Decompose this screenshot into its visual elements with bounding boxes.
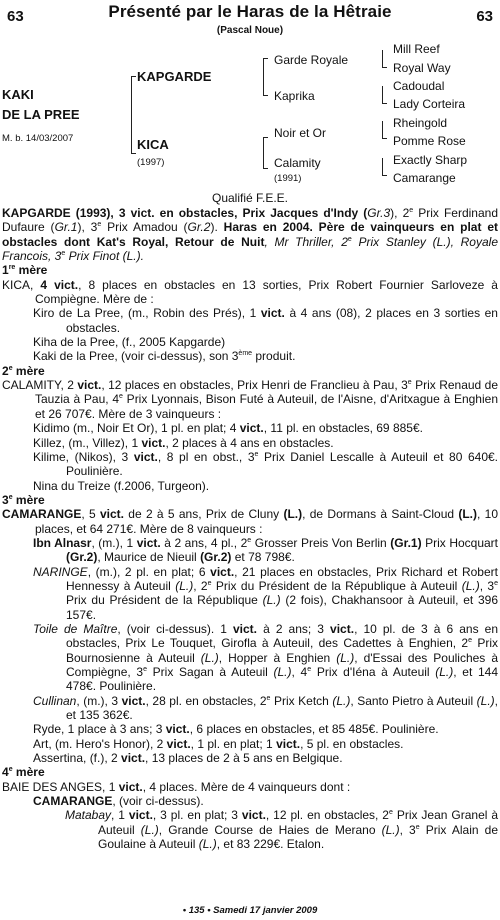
bracket-line	[382, 121, 383, 139]
produce-entry: Cullinan, (m.), 3 vict., 28 pl. en obstacles, 2e Prix Ketch (L.), Santo Pietro à Auteuil (L.), et 135 362€.	[33, 693, 498, 723]
dam-paragraph: BAIE DES ANGES, 1 vict., 4 places. Mère de 4 vainqueurs dont :	[2, 779, 351, 794]
gen3-name: Kaprika	[274, 89, 315, 103]
horse-name-line2: DE LA PREE	[2, 107, 80, 122]
lot-number-right: 63	[476, 8, 493, 25]
produce-entry: Art, (m. Hero's Honor), 2 vict., 1 pl. en plat; 1 vict., 5 pl. en obstacles.	[33, 736, 404, 751]
section-heading: 1re mère	[2, 263, 48, 278]
bracket-line	[263, 58, 268, 59]
gen4-name: Mill Reef	[393, 42, 440, 56]
dam-paragraph: KICA, 4 vict., 8 places en obstacles en 13 sorties, Prix Robert Fournier Sarloveze à Compiègne. Mère de :	[2, 277, 498, 307]
bracket-line	[382, 138, 387, 139]
dam-paragraph: CALAMITY, 2 vict., 12 places en obstacles, Prix Henri de Franclieu à Pau, 3e Prix Renaud de Tauzia à Pau, 4e Prix Lyonnais, Bison Futé à Auteuil, de l'Aisne, d'Aritxague à Enghien et 26 707€. Mère de 3 vainqueurs :	[2, 378, 498, 421]
gen3-year: (1991)	[274, 173, 302, 184]
gen4-name: Rheingold	[393, 116, 448, 130]
gen4-name: Exactly Sharp	[393, 153, 468, 167]
gen4-name: Pomme Rose	[393, 134, 466, 148]
gen3-name: Calamity	[274, 156, 321, 170]
bracket-line	[263, 58, 264, 96]
horse-name-line1: KAKI	[2, 87, 34, 102]
gen4-name: Cadoudal	[393, 79, 445, 93]
bracket-line	[263, 95, 268, 96]
produce-entry: Kaki de la Pree, (voir ci-dessus), son 3ème produit.	[33, 349, 296, 364]
bracket-line	[263, 137, 264, 169]
produce-entry: Ryde, 1 place à 3 ans; 3 vict., 6 places en obstacles, et 85 485€. Poulinière.	[33, 722, 439, 737]
produce-entry: Toile de Maître, (voir ci-dessus). 1 vict. à 2 ans; 3 vict., 10 pl. de 3 à 6 ans en obstacles, Prix Le Touquet, Giroflа à Auteuil, des Cadettes à Enghien, 2e Prix Bournosienne à Auteuil (L.), Hopper à Enghien (L.), d'Essai des Pouliches à Compiègne, 3e Prix Sagan à Auteuil (L.), 4e Prix d'Iéna à Auteuil (L.), et 144 478€. Poulinière.	[33, 621, 499, 694]
produce-entry: Kiro de La Pree, (m., Robin des Prés), 1 vict. à 4 ans (08), 2 places en 3 sorties en obstacles.	[33, 306, 498, 335]
gen4-name: Camarange	[393, 171, 456, 185]
page-subtitle: (Pascal Noue)	[216, 25, 284, 36]
gen4-name: Royal Way	[393, 61, 451, 75]
dam-paragraph: CAMARANGE, 5 vict. de 2 à 5 ans, Prix de Cluny (L.), de Dormans à Saint-Cloud (L.), 10 places, et 64 271€. Mère de 8 vainqueurs :	[2, 507, 498, 536]
section-heading: 2e mère	[2, 363, 45, 378]
bracket-line	[382, 86, 383, 104]
sire-paragraph: KAPGARDE (1993), 3 vict. en obstacles, Prix Jacques d'Indy (Gr.3), 2e Prix Ferdinand Dufaure (Gr.1), 3e Prix Amadou (Gr.2). Haras en 2004. Père de vainqueurs en plat et obstacles dont Kat's Royal, Retour de Nuit, Mr Thriller, 2e Prix Stanley (L.), Royale Francois, 3e Prix Finot (L.).	[2, 206, 499, 264]
bracket-line	[263, 137, 268, 138]
dam-year: (1997)	[137, 157, 165, 168]
produce-entry: Nina du Treize (f.2006, Turgeon).	[33, 478, 210, 493]
produce-entry: Killez, (m., Villez), 1 vict., 2 places à 4 ans en obstacles.	[33, 435, 334, 450]
produce-entry: Matabay, 1 vict., 3 pl. en plat; 3 vict., 12 pl. en obstacles, 2e Prix Jean Granel à Auteuil (L.), Grande Course de Haies de Merano (L.), 3e Prix Alain de Goulaine à Auteuil (L.), et 83 229€. Etalon.	[65, 808, 499, 852]
page-footer: • 135 • Samedi 17 janvier 2009	[182, 905, 318, 916]
sire-name: KAPGARDE	[137, 69, 212, 84]
bracket-line	[382, 158, 383, 176]
qualification-note: Qualifié F.E.E.	[211, 191, 289, 205]
catalogue-body	[2, 206, 498, 851]
produce-entry: Kidimo (m., Noir Et Or), 1 pl. en plat; 4 vict., 11 pl. en obstacles, 69 885€.	[33, 421, 423, 436]
produce-entry: NARINGE, (m.), 2 pl. en plat; 6 vict., 21 places en obstacles, Prix Richard et Robert Hennessy à Auteuil (L.), 2e Prix du Président de la République à Auteuil (L.), 3e Prix du Président de la République (L.) (2 fois), Chakhansoor à Auteuil, et 396 157€.	[33, 564, 498, 622]
gen3-name: Noir et Or	[274, 126, 327, 140]
bracket-line	[131, 76, 136, 77]
dam-name: KICA	[137, 137, 169, 152]
gen4-name: Lady Corteira	[393, 97, 466, 111]
produce-entry: Assertina, (f.), 2 vict., 13 places de 2 à 5 ans en Belgique.	[33, 751, 343, 766]
bracket-line	[263, 168, 268, 169]
produce-entry: CAMARANGE, (voir ci-dessus).	[33, 794, 204, 809]
bracket-line	[382, 67, 387, 68]
section-heading: 3e mère	[2, 492, 45, 507]
bracket-line	[382, 50, 383, 68]
bracket-line	[382, 175, 387, 176]
bracket-line	[131, 76, 132, 154]
bracket-line	[131, 153, 136, 154]
bracket-line	[382, 103, 387, 104]
gen3-name: Garde Royale	[274, 53, 349, 67]
page-title: Présenté par le Haras de la Hêtraie	[108, 2, 392, 21]
produce-entry: Kilime, (Nikos), 3 vict., 8 pl en obst., 3e Prix Daniel Lescalle à Auteuil et 80 640€. Poulinière.	[33, 449, 499, 479]
horse-birth: M. b. 14/03/2007	[2, 133, 74, 144]
produce-entry: Kiha de la Pree, (f., 2005 Kapgarde)	[33, 335, 226, 350]
lot-number-left: 63	[7, 8, 24, 25]
produce-entry: Ibn Alnasr, (m.), 1 vict. à 2 ans, 4 pl., 2e Grosser Preis Von Berlin (Gr.1) Prix Hocquart (Gr.2), Maurice de Nieuil (Gr.2) et 78 798€.	[33, 535, 499, 565]
section-heading: 4e mère	[2, 765, 45, 780]
